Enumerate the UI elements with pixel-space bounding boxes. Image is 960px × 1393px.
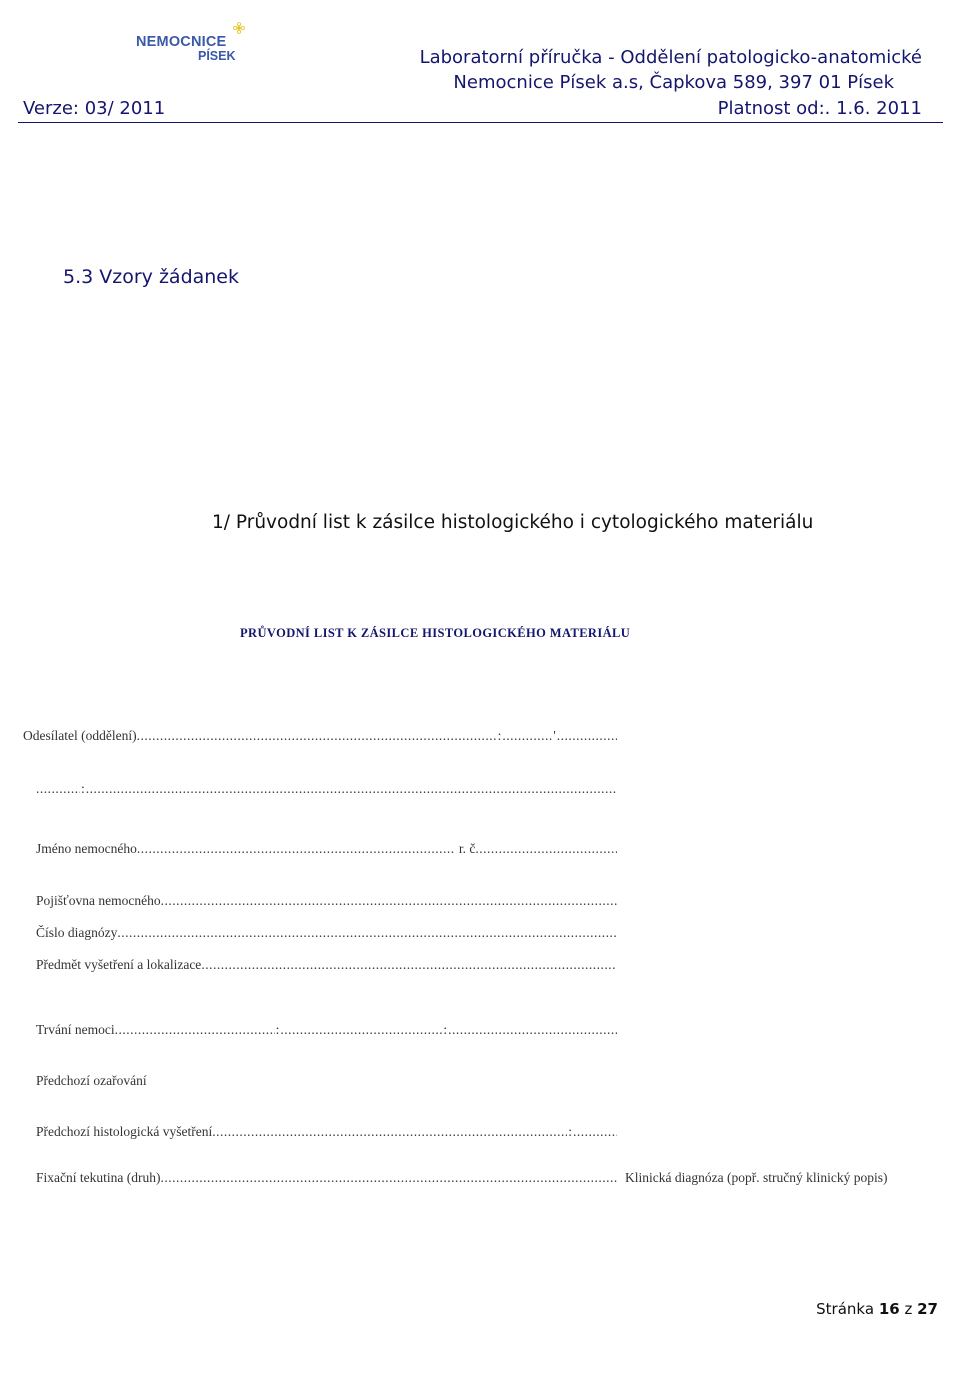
birth-no-label: r. č [458,841,476,856]
duration-sep1: : [275,1022,280,1037]
birth-no-field[interactable] [475,841,617,857]
logo-text-line2: PÍSEK [198,49,236,63]
logo-text-line1: NEMOCNICE [136,34,227,50]
insurance-field[interactable] [161,893,617,909]
form-title: PRŮVODNÍ LIST K ZÁSILCE HISTOLOGICKÉHO MATERIÁLU [240,626,631,640]
duration-field-3[interactable] [448,1022,617,1038]
line2-sep: : [81,781,85,796]
diagnosis-no-field[interactable] [117,925,617,941]
header-version: Verze: 03/ 2011 [23,98,166,119]
form-row-prior-irradiation [36,1073,147,1089]
fixative-field[interactable] [160,1170,617,1186]
patient-name-field[interactable] [137,841,455,857]
hospital-logo [136,34,248,66]
patient-name-label: Jméno nemocného [36,841,137,856]
page-total: 27 [917,1300,938,1318]
sender-field[interactable] [137,728,497,744]
page-number [816,1300,938,1318]
page-of: z [904,1300,913,1318]
form-row-2 [36,781,617,797]
section-heading: 5.3 Vzory žádanek [63,266,240,288]
header-divider [18,122,943,123]
header-validity: Platnost od:. 1.6. 2011 [717,98,922,119]
page-label: Stránka [816,1300,875,1318]
duration-sep2: : [443,1022,448,1037]
sender-field-2[interactable] [502,728,552,744]
prior-histology-sep: : [568,1124,572,1139]
sender-sep2: ' [553,728,556,743]
form-row-sender [23,728,617,744]
form-row-diagnosis-no [36,925,617,941]
subheading: 1/ Průvodní list k zásilce histologického i cytologického materiálu [212,512,814,533]
diagnosis-no-label: Číslo diagnózy [36,925,118,940]
form-row-patient [36,841,617,857]
subject-field[interactable] [201,957,617,973]
form-row-clinical-diagnosis [625,1170,887,1186]
header-address: Nemocnice Písek a.s, Čapkova 589, 397 01 Písek [453,72,894,93]
duration-label: Trvání nemoci [36,1022,115,1037]
duration-field-1[interactable] [115,1022,275,1038]
sender-sep1: : [497,728,502,743]
sender-label: Odesílatel (oddělení) [23,728,137,743]
subject-label: Předmět vyšetření a lokalizace [36,957,202,972]
line2-field-1[interactable] [36,781,80,797]
duration-field-2[interactable] [280,1022,442,1038]
header-title: Laboratorní příručka - Oddělení patologicko-anatomické [419,47,922,68]
clinical-diagnosis-label: Klinická diagnóza (popř. stručný klinický popis) [625,1170,888,1185]
form-row-insurance [36,893,617,909]
flower-icon [233,22,245,34]
form-row-duration [36,1022,617,1038]
sender-field-3[interactable] [557,728,617,744]
prior-histology-field-1[interactable] [212,1124,567,1140]
form-row-fixative [36,1170,617,1186]
insurance-label: Pojišťovna nemocného [36,893,161,908]
page-current: 16 [878,1300,900,1318]
line2-field-2[interactable] [86,781,617,797]
prior-irradiation-label: Předchozí ozařování [36,1073,147,1088]
prior-histology-field-2[interactable] [573,1124,617,1140]
form-row-subject [36,957,617,973]
fixative-label: Fixační tekutina (druh) [36,1170,161,1185]
prior-histology-label: Předchozí histologická vyšetření [36,1124,213,1139]
form-row-prior-histology [36,1124,617,1140]
